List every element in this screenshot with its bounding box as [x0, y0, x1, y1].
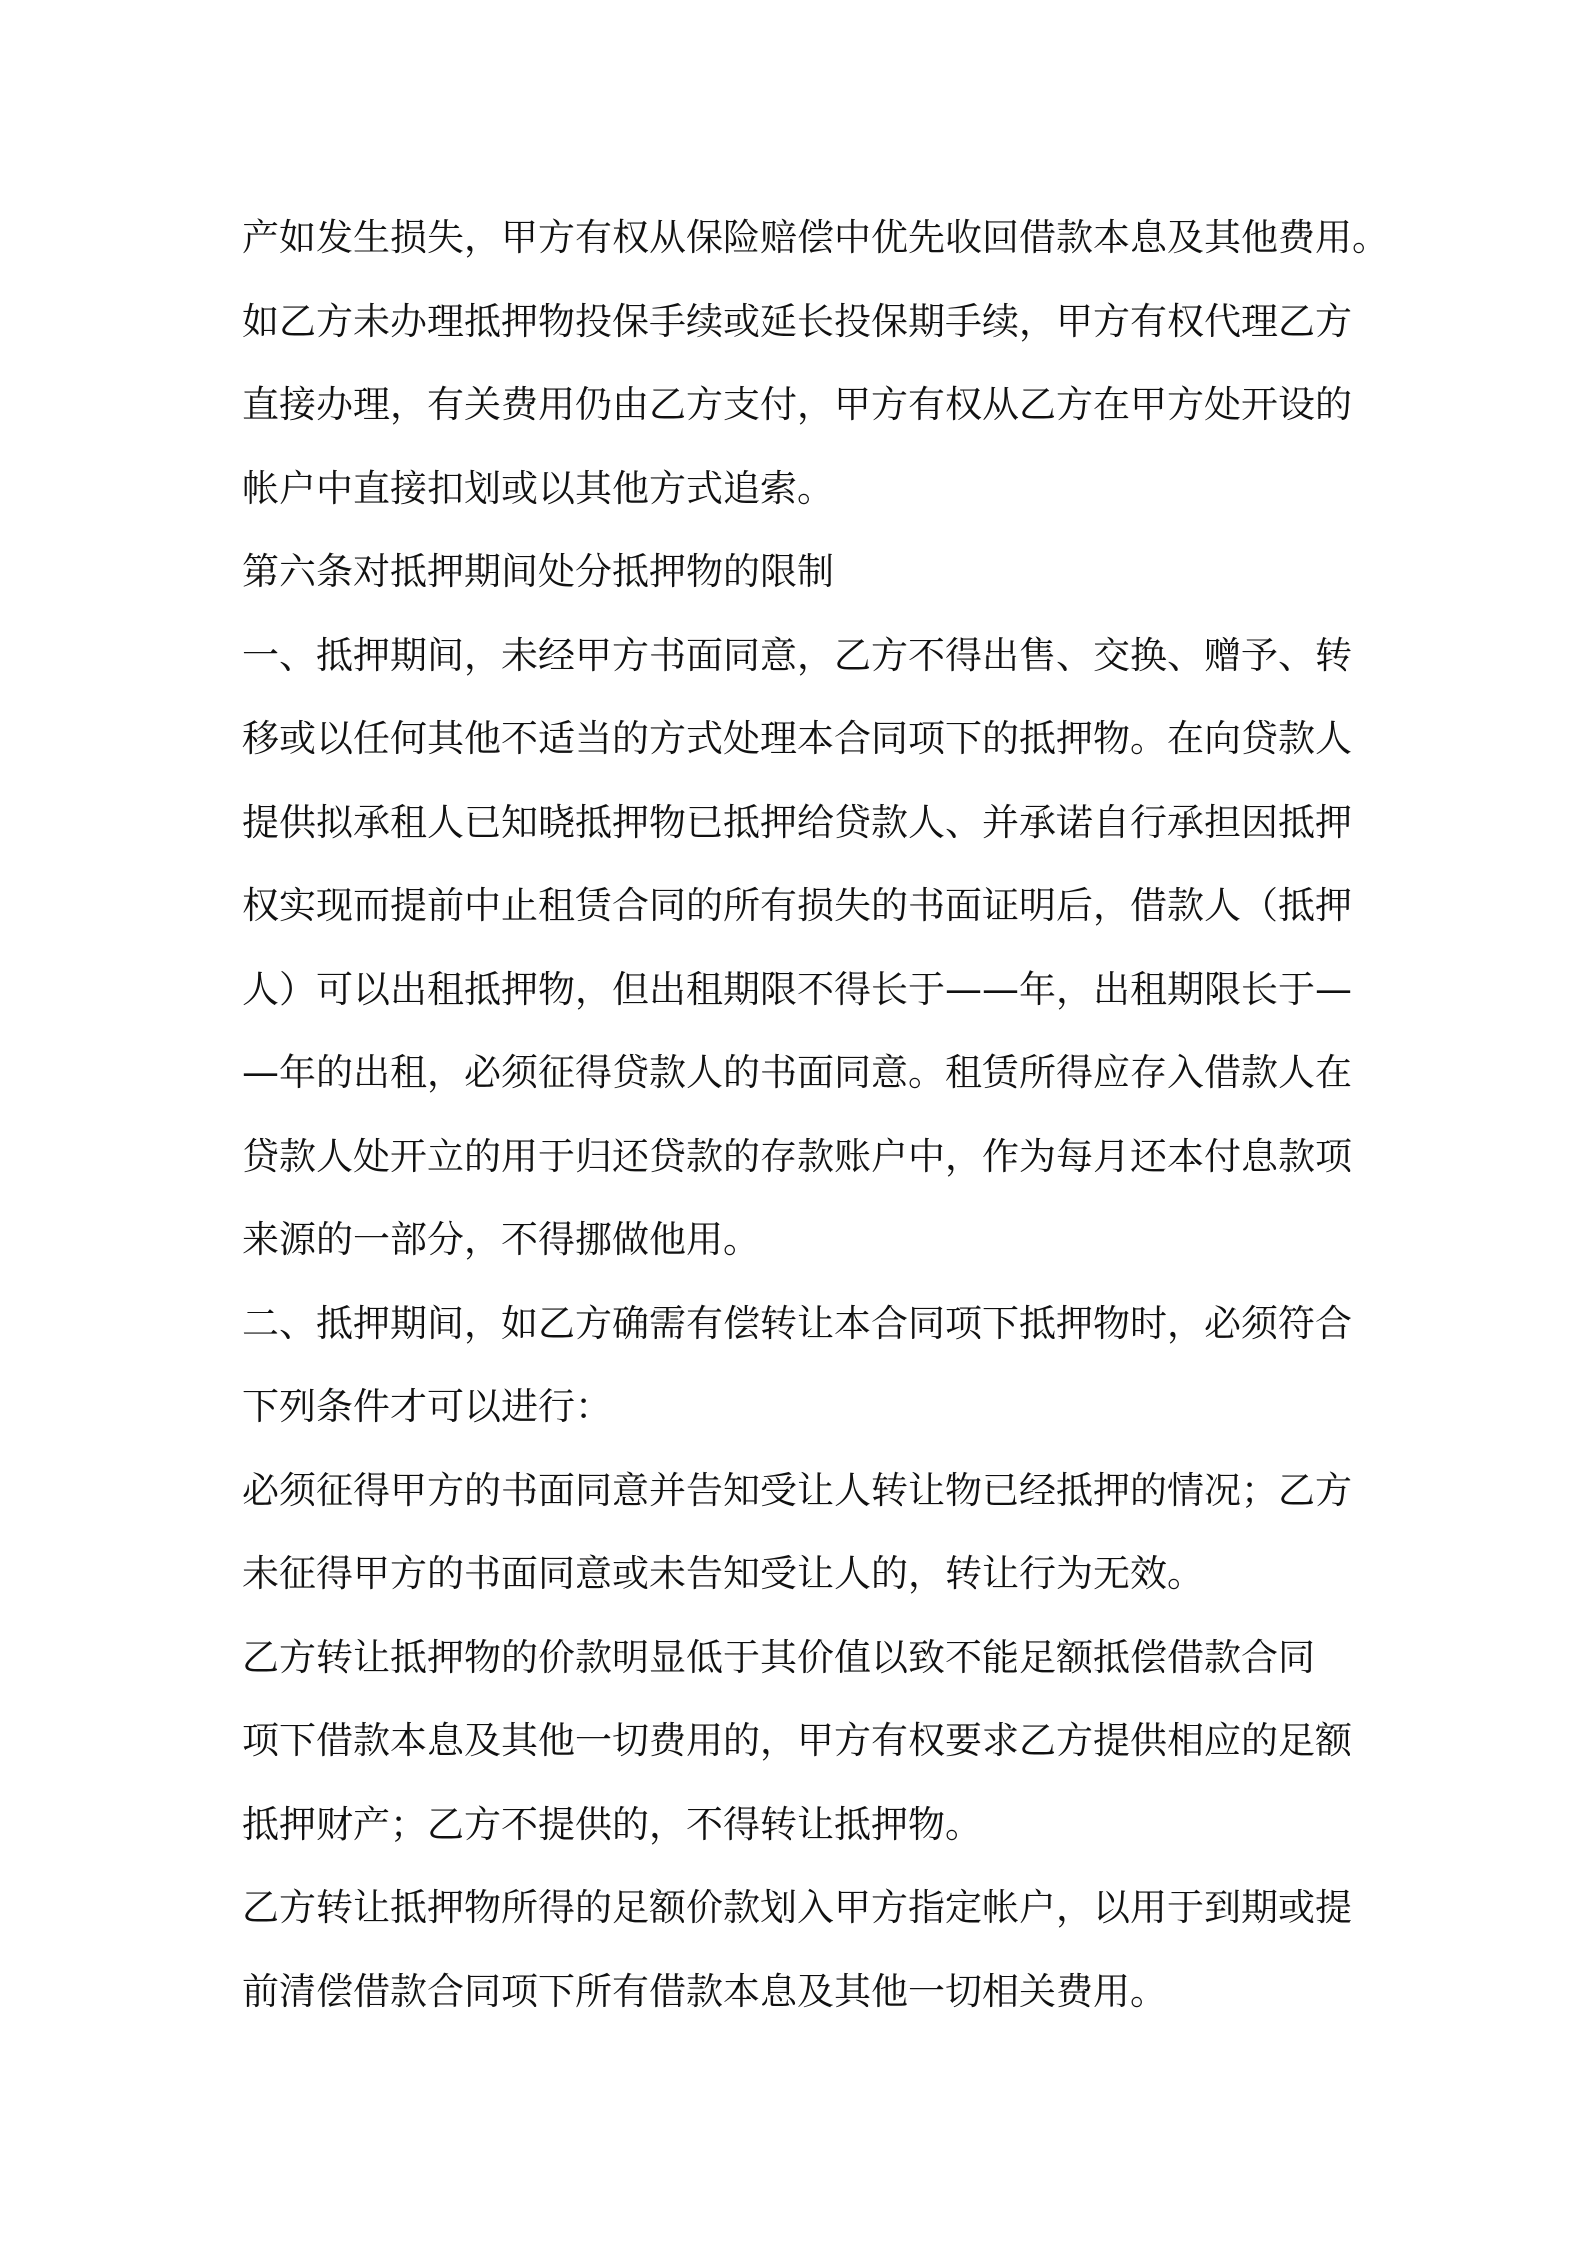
text-line: 前清偿借款合同项下所有借款本息及其他一切相关费用。 [242, 1969, 1167, 2013]
text-line: 直接办理，有关费用仍由乙方支付，甲方有权从乙方在甲方处开设的 [242, 383, 1352, 426]
text-line: 移或以任何其他不适当的方式处理本合同项下的抵押物。在向贷款人 [242, 717, 1352, 760]
text-line: 抵押财产；乙方不提供的，不得转让抵押物。 [242, 1802, 982, 1846]
text-line: —年的出租，必须征得贷款人的书面同意。租赁所得应存入借款人在 [242, 1051, 1352, 1094]
text-line: 未征得甲方的书面同意或未告知受让人的，转让行为无效。 [242, 1552, 1204, 1595]
text-line: 乙方转让抵押物的价款明显低于其价值以致不能足额抵偿借款合同 [242, 1635, 1315, 1679]
text-line: 权实现而提前中止租赁合同的所有损失的书面证明后，借款人（抵押 [242, 884, 1352, 927]
text-line: 人）可以出租抵押物，但出租期限不得长于——年，出租期限长于— [242, 967, 1352, 1011]
text-line: 贷款人处开立的用于归还贷款的存款账户中，作为每月还本付息款项 [242, 1134, 1352, 1178]
text-line: 项下借款本息及其他一切费用的，甲方有权要求乙方提供相应的足额 [242, 1719, 1352, 1762]
text-line: 帐户中直接扣划或以其他方式追索。 [242, 466, 834, 510]
text-line: 必须征得甲方的书面同意并告知受让人转让物已经抵押的情况；乙方 [242, 1468, 1352, 1512]
text-line: 下列条件才可以进行： [242, 1385, 612, 1428]
text-line: 一、抵押期间，未经甲方书面同意，乙方不得出售、交换、赠予、转 [242, 633, 1352, 677]
section-heading: 第六条对抵押期间处分抵押物的限制 [242, 550, 834, 593]
text-line: 来源的一部分，不得挪做他用。 [242, 1218, 760, 1261]
document-body [242, 196, 1389, 2033]
text-line: 产如发生损失，甲方有权从保险赔偿中优先收回借款本息及其他费用。 [242, 216, 1389, 259]
text-line: 乙方转让抵押物所得的足额价款划入甲方指定帐户，以用于到期或提 [242, 1886, 1352, 1929]
text-line: 如乙方未办理抵押物投保手续或延长投保期手续，甲方有权代理乙方 [242, 299, 1352, 343]
text-line: 二、抵押期间，如乙方确需有偿转让本合同项下抵押物时，必须符合 [242, 1301, 1352, 1345]
text-line: 提供拟承租人已知晓抵押物已抵押给贷款人、并承诺自行承担因抵押 [242, 800, 1352, 844]
